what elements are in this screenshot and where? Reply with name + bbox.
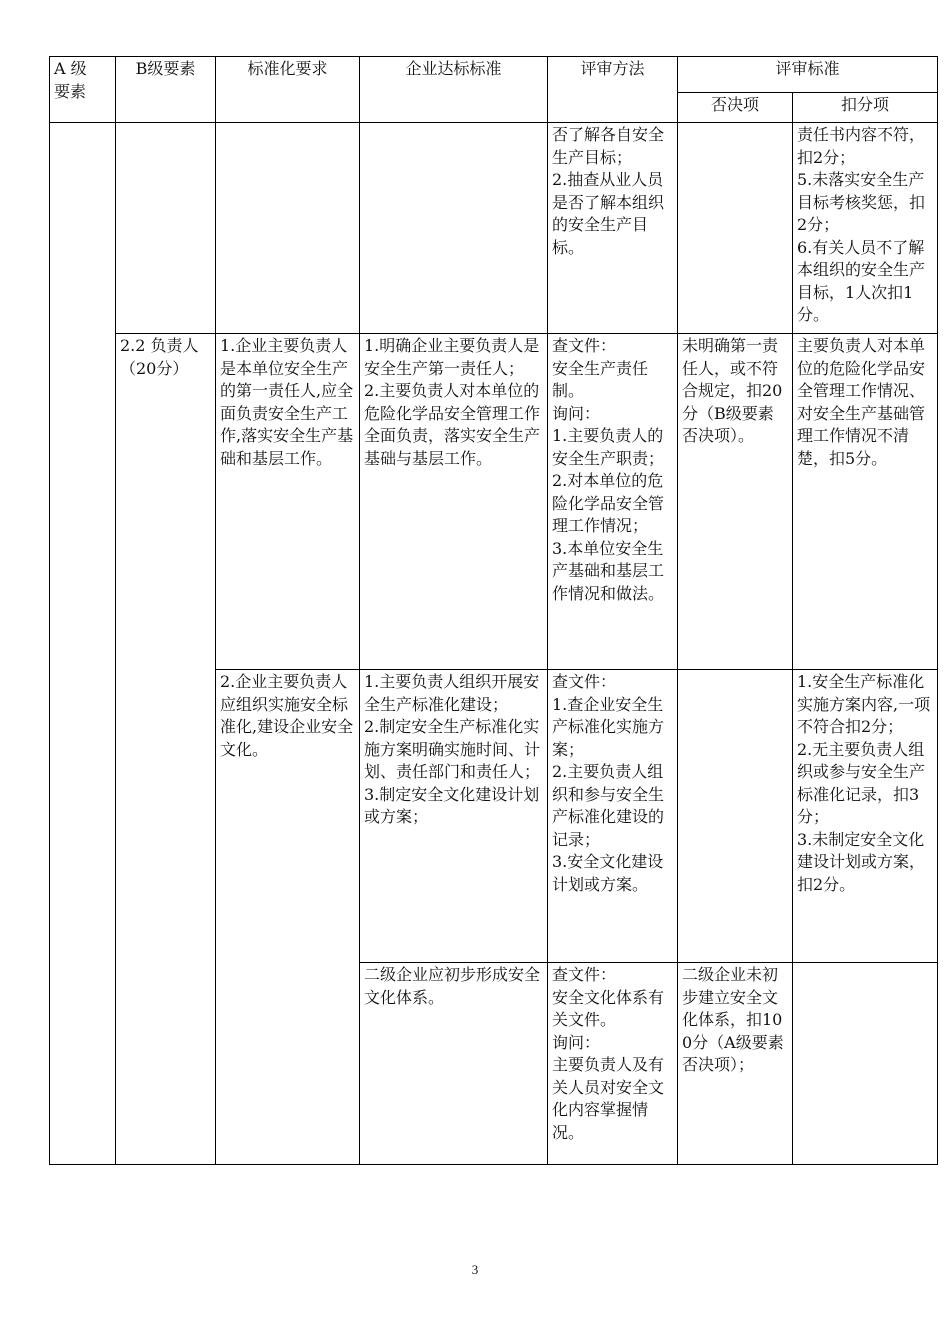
b-element-cell <box>116 123 216 334</box>
header-requirement: 标准化要求 <box>216 57 360 123</box>
veto-cell <box>678 670 793 963</box>
page-number: 3 <box>471 1262 479 1277</box>
standard-cell: 二级企业应初步形成安全文化体系。 <box>360 963 548 1165</box>
header-b-element: B级要素 <box>116 57 216 123</box>
b-element-cell: 2.2 负责人 （20分） <box>116 334 216 1165</box>
a-element-cell <box>50 123 116 1165</box>
standard-cell: 1.主要负责人组织开展安全生产标准化建设； 2.制定安全生产标准化实施方案明确实施时间、计划、责任部门和责任人； 3.制定安全文化建设计划或方案； <box>360 670 548 963</box>
method-cell: 查文件： 安全生产责任制。 询问： 1.主要负责人的安全生产职责； 2.对本单位的危险化学品安全管理工作情况； 3.本单位安全生产基础和基层工作情况和做法。 <box>548 334 678 670</box>
header-company-standard: 企业达标标准 <box>360 57 548 123</box>
header-review-method: 评审方法 <box>548 57 678 123</box>
method-cell: 否了解各自安全生产目标； 2.抽查从业人员是否了解本组织的安全生产目标。 <box>548 123 678 334</box>
requirement-cell: 1.企业主要负责人是本单位安全生产的第一责任人,应全面负责安全生产工作,落实安全生产基础和基层工作。 <box>216 334 360 670</box>
deduction-cell <box>793 963 938 1165</box>
header-review-standard: 评审标准 <box>678 57 938 93</box>
veto-cell: 未明确第一责任人，或不符合规定，扣20分（B级要素否决项）。 <box>678 334 793 670</box>
deduction-cell: 责任书内容不符，扣2分； 5.未落实安全生产目标考核奖惩，扣2分； 6.有关人员不了解本组织的安全生产目标，1人次扣1分。 <box>793 123 938 334</box>
deduction-cell: 1.安全生产标准化实施方案内容,一项不符合扣2分； 2.无主要负责人组织或参与安全生产标准化记录，扣3分； 3.未制定安全文化建设计划或方案，扣2分。 <box>793 670 938 963</box>
requirement-cell: 2.企业主要负责人应组织实施安全标准化,建设企业安全文化。 <box>216 670 360 1165</box>
header-veto: 否决项 <box>678 93 793 123</box>
veto-cell: 二级企业未初步建立安全文化体系，扣100分（A级要素否决项）； <box>678 963 793 1165</box>
method-cell: 查文件： 安全文化体系有关文件。 询问： 主要负责人及有关人员对安全文化内容掌握情况。 <box>548 963 678 1165</box>
standard-cell <box>360 123 548 334</box>
deduction-cell: 主要负责人对本单位的危险化学品安全管理工作情况、对安全生产基础管理工作情况不清楚，扣5分。 <box>793 334 938 670</box>
requirement-cell <box>216 123 360 334</box>
veto-cell <box>678 123 793 334</box>
review-standard-table <box>49 56 938 1165</box>
method-cell: 查文件： 1.查企业安全生产标准化实施方案； 2.主要负责人组织和参与安全生产标准化建设的记录； 3.安全文化建设计划或方案。 <box>548 670 678 963</box>
standard-cell: 1.明确企业主要负责人是安全生产第一责任人； 2.主要负责人对本单位的危险化学品安全管理工作全面负责，落实安全生产基础与基层工作。 <box>360 334 548 670</box>
header-a-element: A 级 要素 <box>50 57 116 123</box>
header-deduction: 扣分项 <box>793 93 938 123</box>
